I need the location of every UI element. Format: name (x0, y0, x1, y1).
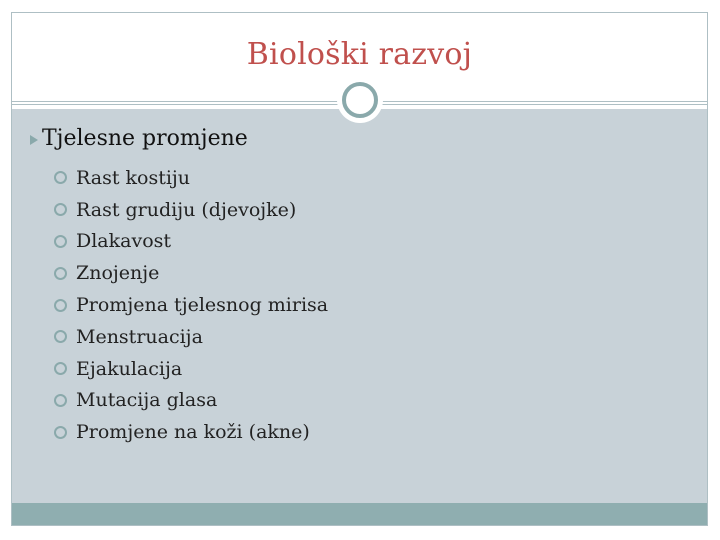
ring-bullet-icon (54, 394, 67, 407)
bullet-list (54, 162, 328, 448)
list-item-text: Menstruacija (76, 325, 203, 348)
section-heading-text: Tjelesne promjene (42, 126, 248, 151)
list-item (54, 226, 328, 258)
ring-bullet-icon (54, 426, 67, 439)
ring-bullet-icon (54, 203, 67, 216)
list-item (54, 353, 328, 385)
triangle-bullet-icon (30, 135, 38, 145)
list-item (54, 416, 328, 448)
footer-bar (12, 503, 707, 525)
list-item (54, 257, 328, 289)
ring-bullet-icon (54, 171, 67, 184)
list-item-text: Promjene na koži (akne) (76, 421, 310, 444)
circle-ornament-icon (337, 77, 383, 123)
list-item-text: Rast grudiju (djevojke) (76, 198, 297, 221)
section-heading (30, 126, 248, 151)
list-item-text: Ejakulacija (76, 357, 183, 380)
list-item (54, 321, 328, 353)
ring-bullet-icon (54, 362, 67, 375)
ring-bullet-icon (54, 235, 67, 248)
list-item (54, 162, 328, 194)
circle-ornament-ring (342, 82, 378, 118)
list-item (54, 194, 328, 226)
list-item-text: Znojenje (76, 262, 160, 285)
ring-bullet-icon (54, 299, 67, 312)
ring-bullet-icon (54, 330, 67, 343)
list-item-text: Rast kostiju (76, 166, 191, 189)
list-item-text: Promjena tjelesnog mirisa (76, 294, 329, 317)
slide-title: Biološki razvoj (246, 37, 473, 72)
list-item (54, 289, 328, 321)
list-item (54, 385, 328, 417)
list-item-text: Mutacija glasa (76, 389, 218, 412)
ring-bullet-icon (54, 267, 67, 280)
list-item-text: Dlakavost (76, 230, 172, 253)
